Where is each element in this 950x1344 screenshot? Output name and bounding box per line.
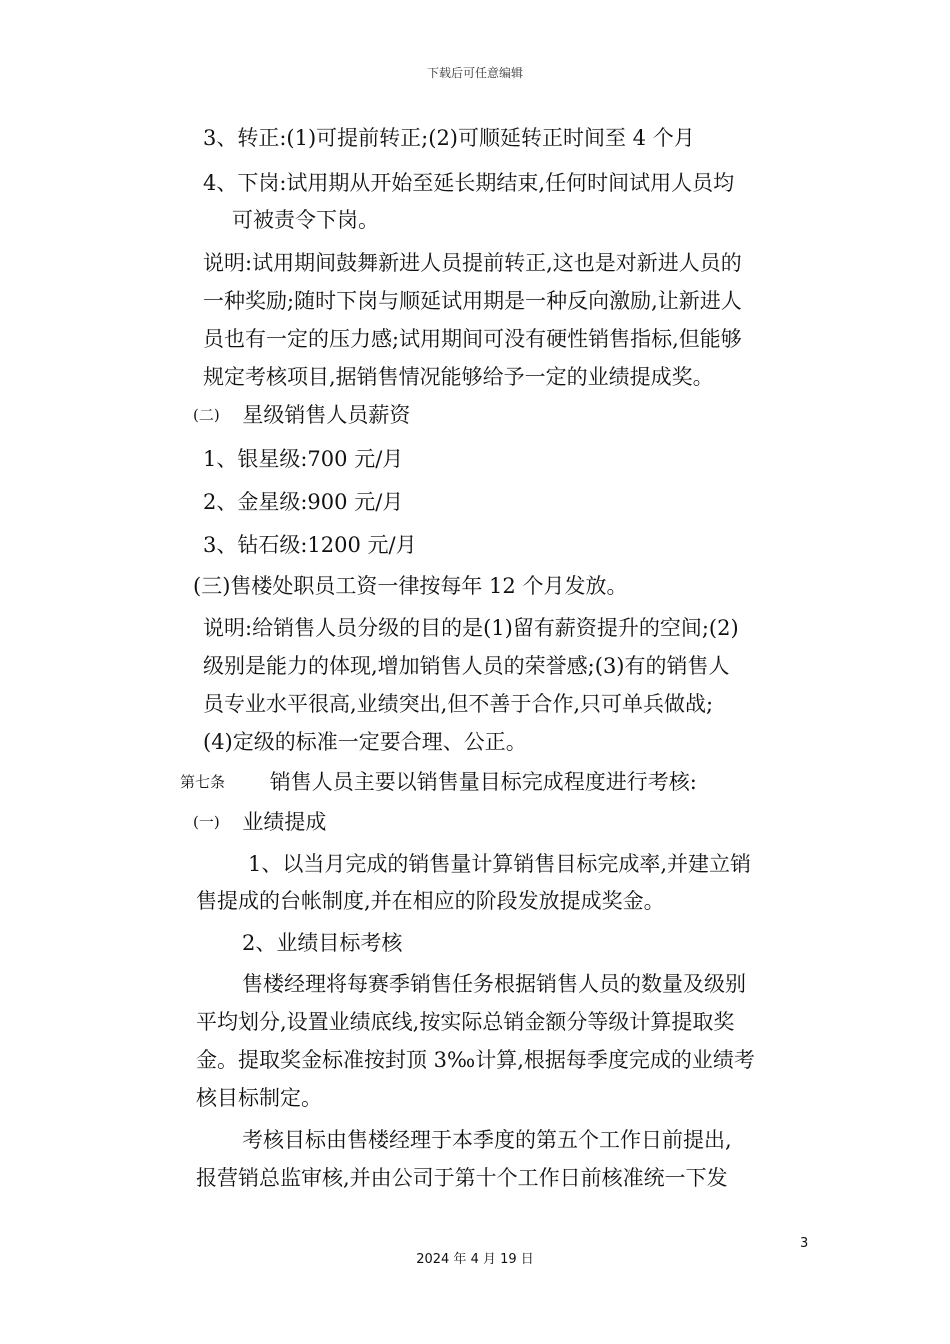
text-line: 说明:给销售人员分级的目的是(1)留有薪资提升的空间;(2): [203, 616, 739, 640]
text-line: 平均划分,设置业绩底线,按实际总销金额分等级计算提取奖: [196, 1010, 735, 1034]
text-line: (三)售楼处职员工资一律按每年 12 个月发放。: [193, 574, 628, 598]
text-line: 售楼经理将每赛季销售任务根据销售人员的数量及级别: [242, 972, 746, 996]
list-item: 3、钻石级:1200 元/月: [203, 533, 417, 557]
section-title: 星级销售人员薪资: [242, 403, 411, 427]
page-header: 下载后可任意编辑: [426, 66, 523, 80]
text-line: 可被责令下岗。: [232, 208, 379, 232]
list-item: 1、银星级:700 元/月: [203, 447, 404, 471]
text-line: 售提成的台帐制度,并在相应的阶段发放提成奖金。: [196, 889, 665, 913]
section-number: (二): [193, 406, 220, 424]
section-title: 业绩提成: [242, 810, 327, 834]
article-heading: [180, 768, 697, 796]
text-line: 4、下岗:试用期从开始至延长期结束,任何时间试用人员均: [203, 171, 735, 195]
section-heading: [193, 808, 326, 836]
text-line: 说明:试用期间鼓舞新进人员提前转正,这也是对新进人员的: [203, 251, 742, 275]
text-line: 员专业水平很高,业绩突出,但不善于合作,只可单兵做战;: [203, 692, 714, 716]
text-line: 1、以当月完成的销售量计算销售目标完成率,并建立销: [248, 852, 752, 876]
text-line: 规定考核项目,据销售情况能够给予一定的业绩提成奖。: [203, 365, 714, 389]
page-number: 3: [800, 1236, 809, 1251]
text-line: 考核目标由售楼经理于本季度的第五个工作日前提出,: [242, 1128, 732, 1152]
page-footer-date: 2024 年 4 月 19 日: [416, 1252, 534, 1267]
text-line: 3、转正:(1)可提前转正;(2)可顺延转正时间至 4 个月: [203, 126, 695, 150]
text-line: 核目标制定。: [196, 1086, 322, 1110]
text-line: 金。提取奖金标准按封顶 3‰计算,根据每季度完成的业绩考: [196, 1048, 755, 1072]
section-number: (一): [193, 813, 220, 831]
text-line: 报营销总监审核,并由公司于第十个工作日前核准统一下发: [196, 1166, 728, 1190]
list-item: 2、金星级:900 元/月: [203, 490, 404, 514]
section-heading: [193, 401, 410, 429]
text-line: 员也有一定的压力感;试用期间可没有硬性销售指标,但能够: [203, 327, 742, 351]
text-line: (4)定级的标准一定要合理、公正。: [203, 730, 527, 754]
text-line: 一种奖励;随时下岗与顺延试用期是一种反向激励,让新进人: [203, 289, 742, 313]
text-line: 2、业绩目标考核: [242, 931, 403, 955]
article-number: 第七条: [180, 773, 226, 791]
article-title: 销售人员主要以销售量目标完成程度进行考核:: [269, 770, 697, 794]
text-line: 级别是能力的体现,增加销售人员的荣誉感;(3)有的销售人: [203, 654, 730, 678]
